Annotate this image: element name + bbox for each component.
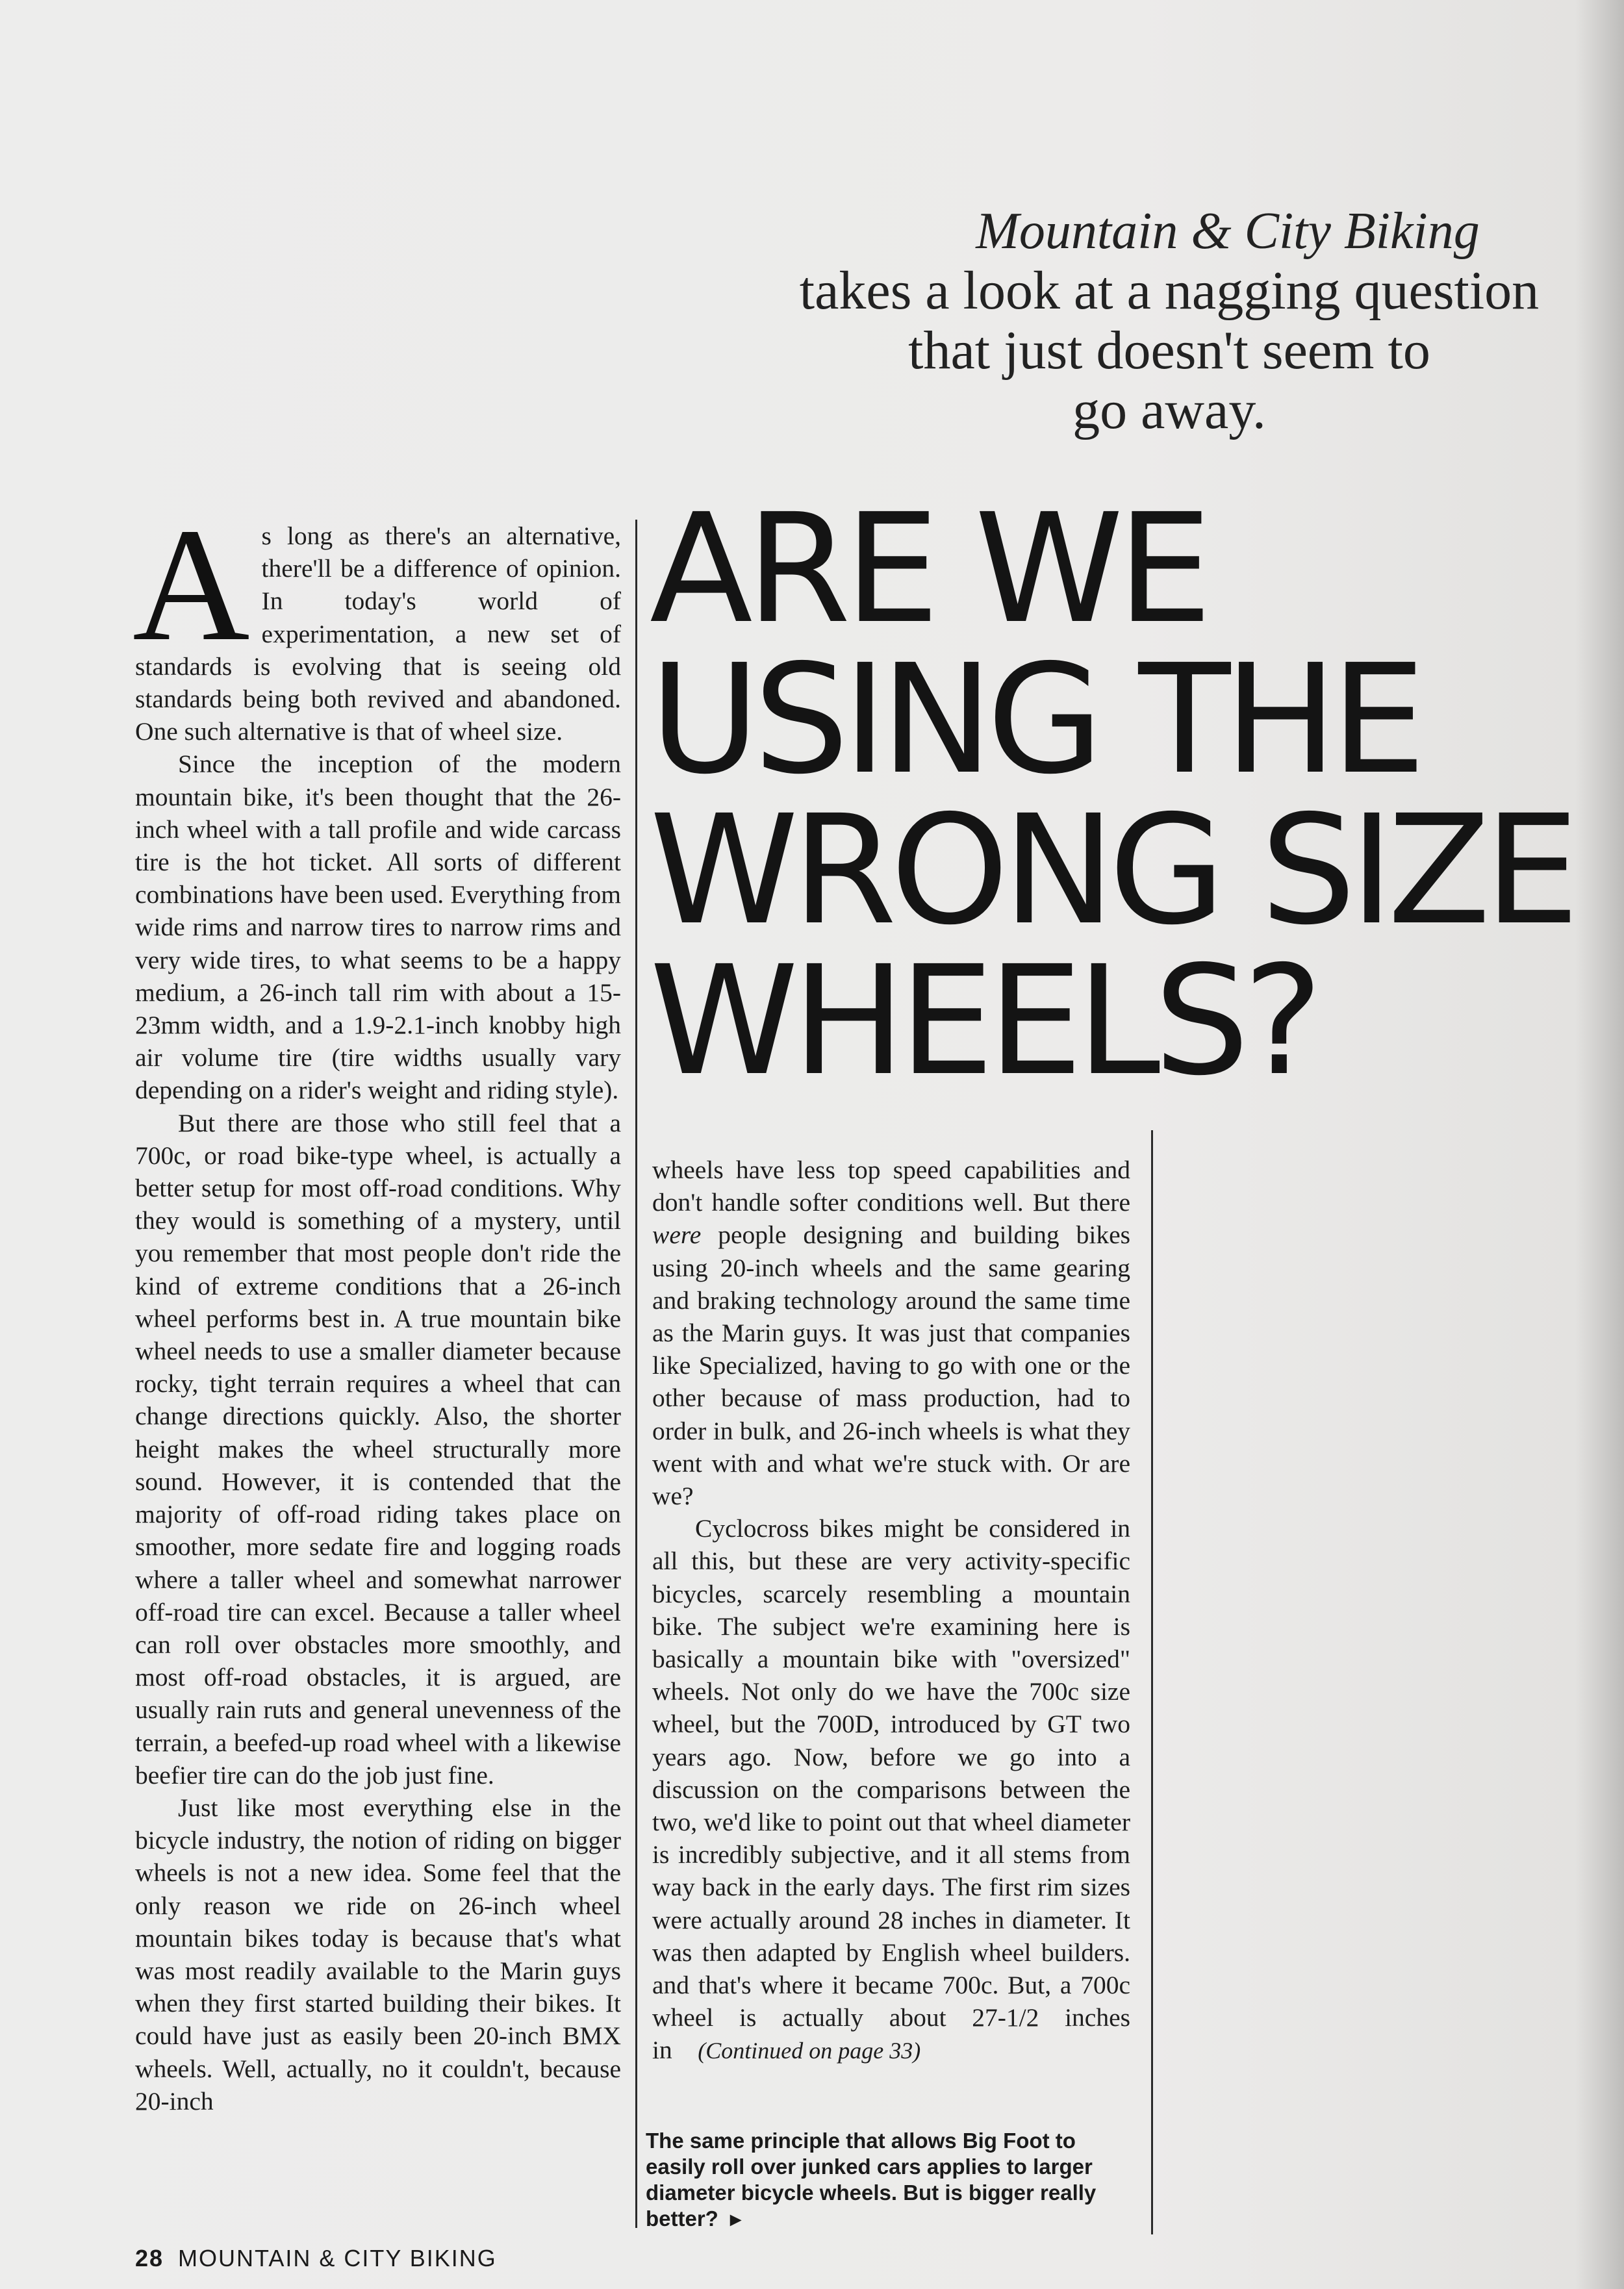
- paragraph-5-text-b: people designing and building bikes using 20-inch wheels and the same gearing and braking technology around the same time as the Marin guys. It was just that companies like Specialized, having to go with one or the other because of mass production, had to order in bulk, and 26-inch wheels is what they went with and what we're stuck with. Or are we?: [652, 1220, 1130, 1511]
- paragraph-6: [652, 1512, 1130, 2067]
- caption-text: The same principle that allows Big Foot to easily roll over junked cars applies to larger diameter bicycle wheels. But is bigger really better?: [646, 2129, 1097, 2231]
- column-rule-right: [1151, 1130, 1153, 2234]
- headline: [650, 481, 1624, 1109]
- deck-line-3: go away.: [1072, 380, 1266, 440]
- column-rule-left: [635, 520, 637, 2228]
- paragraph-4: Just like most everything else in the bicycle industry, the notion of riding on bigger wheels is not a new idea. Some feel that the only reason we ride on 26-inch wheel mountain bikes today is because that's what was most readily available to the Marin guys when they first started building their bikes. It could have just as easily been 20-inch BMX wheels. Well, actually, no it couldn't, because 20-inch: [135, 1793, 621, 2116]
- headline-line-4: WHEELS?: [650, 933, 1317, 1109]
- paragraph-1: [133, 495, 621, 748]
- paragraph-5-emphasis: were: [652, 1220, 702, 1250]
- continued-note: (Continued on page 33): [698, 2038, 921, 2064]
- deck-line-1: takes a look at a nagging question: [799, 260, 1540, 321]
- headline-line-1: ARE WE: [650, 481, 1206, 657]
- page-number: 28: [135, 2245, 164, 2271]
- deck-magazine-name: Mountain & City Biking: [976, 203, 1480, 260]
- article-column-right: [652, 1154, 1130, 2068]
- headline-line-2: USING THE: [650, 632, 1420, 807]
- paragraph-5: [652, 1154, 1130, 1512]
- triangle-arrow-icon: ►: [726, 2209, 746, 2231]
- photo-caption: [646, 2128, 1139, 2233]
- publication-name: MOUNTAIN & CITY BIKING: [178, 2245, 497, 2271]
- article-column-left: [133, 495, 621, 2118]
- paragraph-2: Since the inception of the modern mountain bike, it's been thought that the 26-inch wheel with a tall profile and wide carcass tire is the hot ticket. All sorts of different combinations have been used. Everything from wide rims and narrow tires to narrow rims and very wide tires, to what seems to be a happy medium, a 26-inch tall rim with about a 15-23mm width, and a 1.9-2.1-inch knobby high air volume tire (tire widths usually vary depending on a rider's weight and riding style).: [135, 750, 621, 1105]
- paragraph-6-text: Cyclocross bikes might be considered in all this, but these are very activity-specific bicycles, scarcely resembling a mountain bike. The subject we're examining here is basically a mountain bike with "oversized" wheels. Not only do we have the 700c size wheel, but the 700D, introduced by GT two years ago. Now, before we go into a discussion on the comparisons between the two, we'd like to point out that wheel diameter is incredibly subjective, and it all stems from way back in the early days. The first rim sizes were actually around 28 inches in diameter. It was then adapted by English wheel builders. and that's where it became 700c. But, a 700c wheel is actually about 27-1/2 inches in: [652, 1514, 1130, 2065]
- headline-line-3: WRONG SIZE: [650, 783, 1573, 958]
- drop-cap: A: [133, 495, 250, 675]
- deck: [728, 201, 1611, 440]
- paragraph-1-text: s long as there's an alternative, there'll be a difference of opinion. In today's world of experimentation, a new set of standards is evolving that is seeing old standards being both revived and abandoned. One such alternative is that of wheel size.: [135, 522, 621, 746]
- paragraph-3: But there are those who still feel that a 700c, or road bike-type wheel, is actually a better setup for most off-road conditions. Why they would is something of a mystery, until you remember that most people don't ride the kind of extreme conditions that a 26-inch wheel performs best in. A true mountain bike wheel needs to use a smaller diameter because rocky, tight terrain requires a wheel that can change directions quickly. Also, the shorter height makes the wheel structurally more sound. However, it is contended that the majority of off-road riding takes place on smoother, more sedate fire and logging roads where a taller wheel and somewhat narrower off-road tire can excel. Because a taller wheel can roll over obstacles more smoothly, and most off-road obstacles, it is argued, are usually rain ruts and general unevenness of the terrain, a beefed-up road wheel with a likewise beefier tire can do the job just fine.: [135, 1108, 621, 1789]
- paragraph-5-text-a: wheels have less top speed capabilities and don't handle softer conditions well. But there: [652, 1156, 1130, 1217]
- deck-line-2: that just doesn't seem to: [908, 320, 1430, 381]
- folio: [135, 2245, 497, 2272]
